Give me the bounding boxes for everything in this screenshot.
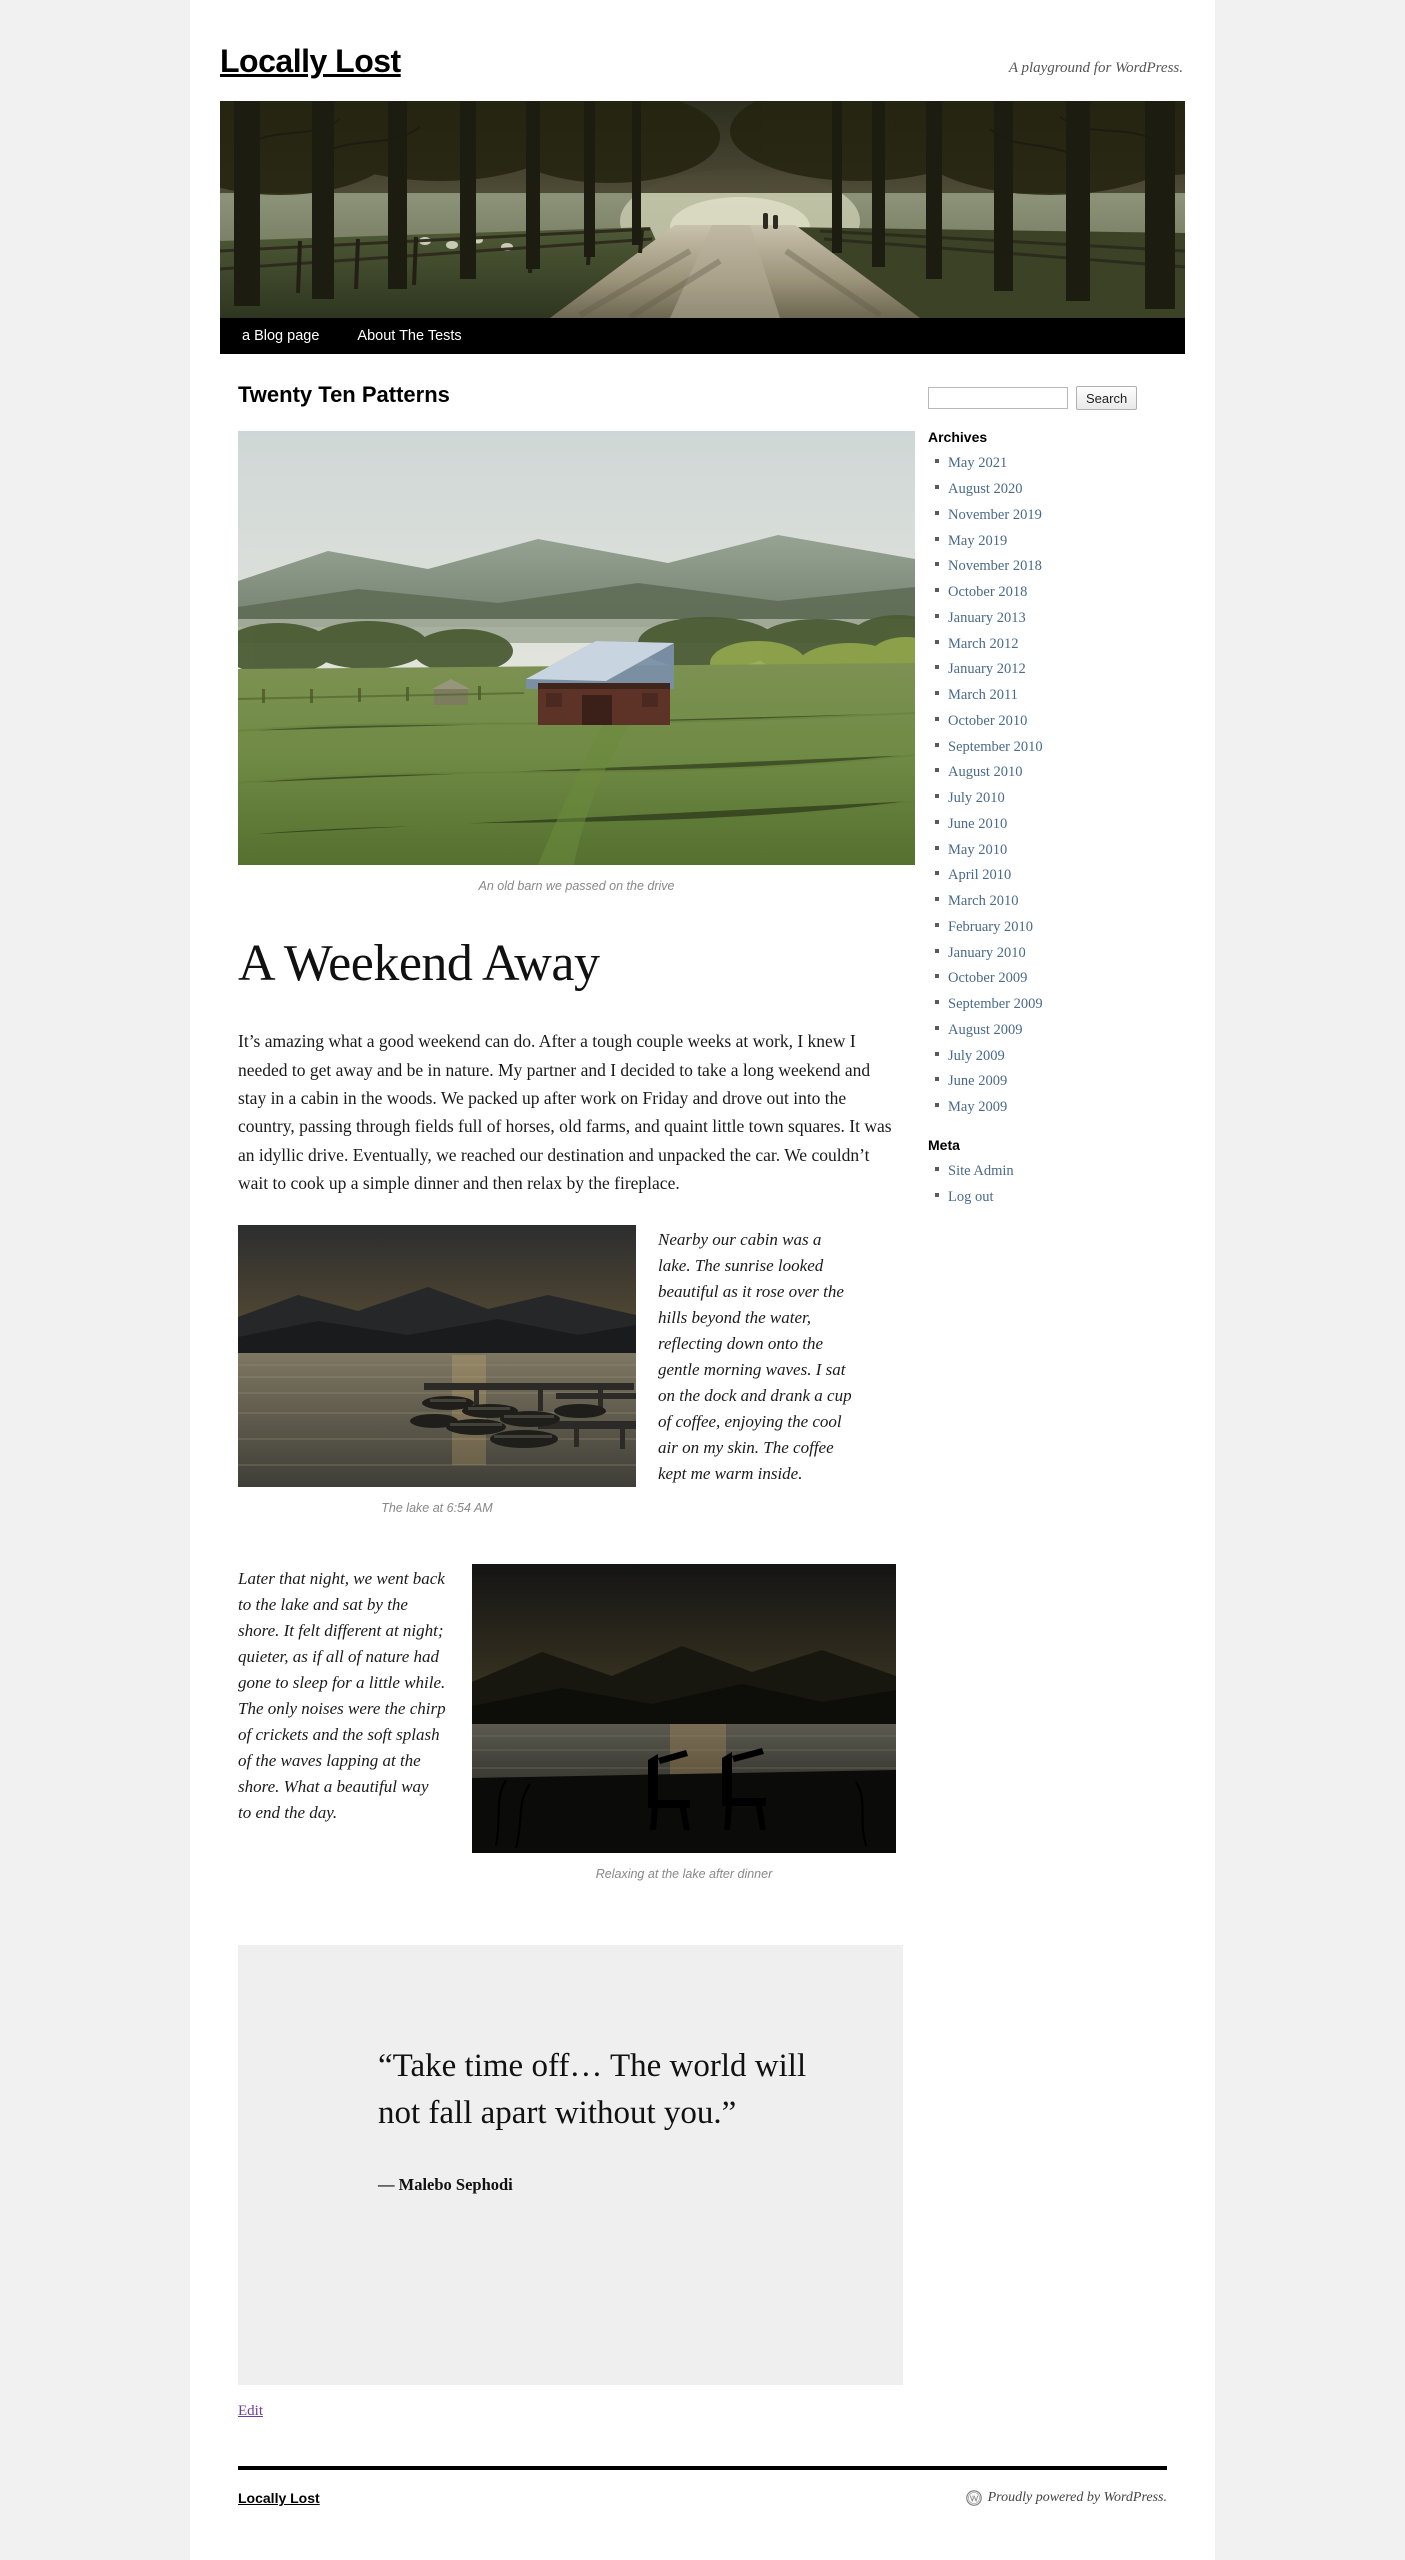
- list-item[interactable]: [928, 759, 1178, 785]
- archive-link[interactable]: June 2009: [948, 1073, 1008, 1090]
- edit-post-link[interactable]: Edit: [238, 2403, 263, 2420]
- archive-link[interactable]: January 2010: [948, 944, 1026, 961]
- archive-link[interactable]: November 2018: [948, 558, 1042, 575]
- list-item[interactable]: [928, 631, 1178, 657]
- list-item[interactable]: [928, 656, 1178, 682]
- lake-sunrise-text: Nearby our cabin was a lake. The sunrise looked beautiful as it rose over the hills beyond the water, reflecting down onto the gentle morning waves. I sat on the dock and drank a cup of coffee, enjoying the cool air on my skin. The coffee kept me warm inside.: [658, 1230, 852, 1484]
- nav-item-blog-page[interactable]: a Blog page: [242, 328, 320, 345]
- featured-image-caption: An old barn we passed on the drive: [478, 878, 675, 893]
- archive-link[interactable]: June 2010: [948, 815, 1008, 832]
- main-content: [220, 382, 900, 2420]
- list-item[interactable]: [928, 811, 1178, 837]
- lake-night-caption: Relaxing at the lake after dinner: [595, 1866, 773, 1881]
- list-item[interactable]: [928, 1017, 1178, 1043]
- paragraph-intro: It’s amazing what a good weekend can do. After a tough couple weeks at work, I knew I needed to get away and be in nature. My partner and I decided to take a long weekend and stay in a cabin in the woods. We packed up after work on Friday and drove out into the country, passing through fields full of horses, old farms, and quaint little town squares. It was an idyllic drive. Eventually, we reached our destination and unpacked the car. We couldn’t wait to cook up a simple dinner and then relax by the fireplace.: [238, 1031, 892, 1194]
- lake-sunrise-caption: The lake at 6:54 AM: [381, 1501, 493, 1516]
- list-item[interactable]: [928, 1184, 1178, 1210]
- header-banner-image: [220, 101, 1185, 318]
- archive-link[interactable]: October 2018: [948, 584, 1028, 601]
- primary-navigation[interactable]: [220, 318, 1185, 354]
- list-item[interactable]: [928, 682, 1178, 708]
- pullquote-text: “Take time off… The world will not fall apart without you.”: [378, 2048, 807, 2132]
- archive-link[interactable]: October 2010: [948, 712, 1028, 729]
- list-item[interactable]: [928, 940, 1178, 966]
- list-item[interactable]: [928, 579, 1178, 605]
- list-item[interactable]: [928, 837, 1178, 863]
- list-item[interactable]: [928, 785, 1178, 811]
- lake-sunrise-figure: [238, 1225, 636, 1487]
- lake-sunrise-image: [238, 1225, 636, 1487]
- list-item[interactable]: [928, 965, 1178, 991]
- meta-list: [928, 1158, 1178, 1210]
- list-item[interactable]: [928, 553, 1178, 579]
- search-submit-button[interactable]: [1076, 386, 1137, 410]
- site-tagline: A playground for WordPress.: [1008, 60, 1183, 76]
- lake-night-figure: [472, 1564, 896, 1884]
- search-form[interactable]: [928, 386, 1178, 410]
- footer-site-name[interactable]: Locally Lost: [238, 2490, 320, 2507]
- list-item[interactable]: [928, 1158, 1178, 1184]
- page-wrapper: [190, 0, 1215, 2560]
- archive-link[interactable]: May 2019: [948, 532, 1008, 549]
- wordpress-logo-icon: [966, 2490, 982, 2506]
- list-item[interactable]: [928, 450, 1178, 476]
- archive-link[interactable]: March 2011: [948, 687, 1018, 704]
- archive-link[interactable]: May 2009: [948, 1099, 1008, 1116]
- post-heading: A Weekend Away: [238, 935, 600, 993]
- footer-credit-link[interactable]: Proudly powered by WordPress.: [987, 2490, 1167, 2506]
- archive-link[interactable]: August 2010: [948, 764, 1023, 781]
- archive-link[interactable]: March 2010: [948, 893, 1019, 910]
- media-text-lake-night: [238, 1564, 900, 1884]
- archive-link[interactable]: August 2020: [948, 481, 1023, 498]
- list-item[interactable]: [928, 888, 1178, 914]
- lake-night-image: [472, 1564, 896, 1853]
- nav-item-about-the-tests[interactable]: About The Tests: [357, 328, 462, 345]
- list-item[interactable]: [928, 1094, 1178, 1120]
- list-item[interactable]: [928, 1043, 1178, 1069]
- pullquote-block: [238, 1945, 903, 2385]
- footer-credit[interactable]: [966, 2490, 1167, 2506]
- archive-link[interactable]: April 2010: [948, 867, 1012, 884]
- pullquote-citation: — Malebo Sephodi: [378, 2175, 513, 2195]
- archive-link[interactable]: February 2010: [948, 918, 1033, 935]
- edit-link-wrapper: [238, 2403, 900, 2420]
- list-item[interactable]: [928, 476, 1178, 502]
- site-footer: [238, 2466, 1167, 2532]
- archives-title: Archives: [928, 429, 988, 446]
- page-title: Twenty Ten Patterns: [238, 382, 450, 408]
- list-item[interactable]: [928, 502, 1178, 528]
- archives-list: [928, 450, 1178, 1120]
- list-item[interactable]: [928, 734, 1178, 760]
- archive-link[interactable]: May 2021: [948, 455, 1008, 472]
- widget-archives: [928, 428, 1178, 1120]
- list-item[interactable]: [928, 528, 1178, 554]
- sidebar: [928, 382, 1178, 1225]
- meta-title: Meta: [928, 1136, 960, 1153]
- list-item[interactable]: [928, 708, 1178, 734]
- archive-link[interactable]: July 2009: [948, 1047, 1005, 1064]
- widget-meta: [928, 1136, 1178, 1210]
- meta-link-log-out[interactable]: Log out: [948, 1188, 994, 1205]
- meta-link-site-admin[interactable]: Site Admin: [948, 1163, 1014, 1180]
- archive-link[interactable]: July 2010: [948, 790, 1005, 807]
- list-item[interactable]: [928, 1068, 1178, 1094]
- featured-image-figure: [238, 431, 915, 896]
- barn-landscape-image: [238, 431, 915, 865]
- media-text-lake-sunrise: [238, 1225, 900, 1487]
- list-item[interactable]: [928, 605, 1178, 631]
- archive-link[interactable]: November 2019: [948, 506, 1042, 523]
- archive-link[interactable]: January 2013: [948, 609, 1026, 626]
- archive-link[interactable]: January 2012: [948, 661, 1026, 678]
- search-input[interactable]: [928, 387, 1068, 409]
- archive-link[interactable]: March 2012: [948, 635, 1019, 652]
- site-title[interactable]: Locally Lost: [220, 43, 401, 79]
- archive-link[interactable]: October 2009: [948, 970, 1028, 987]
- list-item[interactable]: [928, 862, 1178, 888]
- site-header: [220, 32, 1185, 354]
- lake-night-text: Later that night, we went back to the lake and sat by the shore. It felt different at night; quieter, as if all of nature had gone to sleep for a little while. The only noises were the chirp of crickets and the soft splash of the waves lapping at the shore. What a beautiful way to end the day.: [238, 1568, 446, 1822]
- list-item[interactable]: [928, 991, 1178, 1017]
- archive-link[interactable]: May 2010: [948, 841, 1008, 858]
- list-item[interactable]: [928, 914, 1178, 940]
- archive-link[interactable]: September 2010: [948, 738, 1043, 755]
- archive-link[interactable]: September 2009: [948, 996, 1043, 1013]
- archive-link[interactable]: August 2009: [948, 1021, 1023, 1038]
